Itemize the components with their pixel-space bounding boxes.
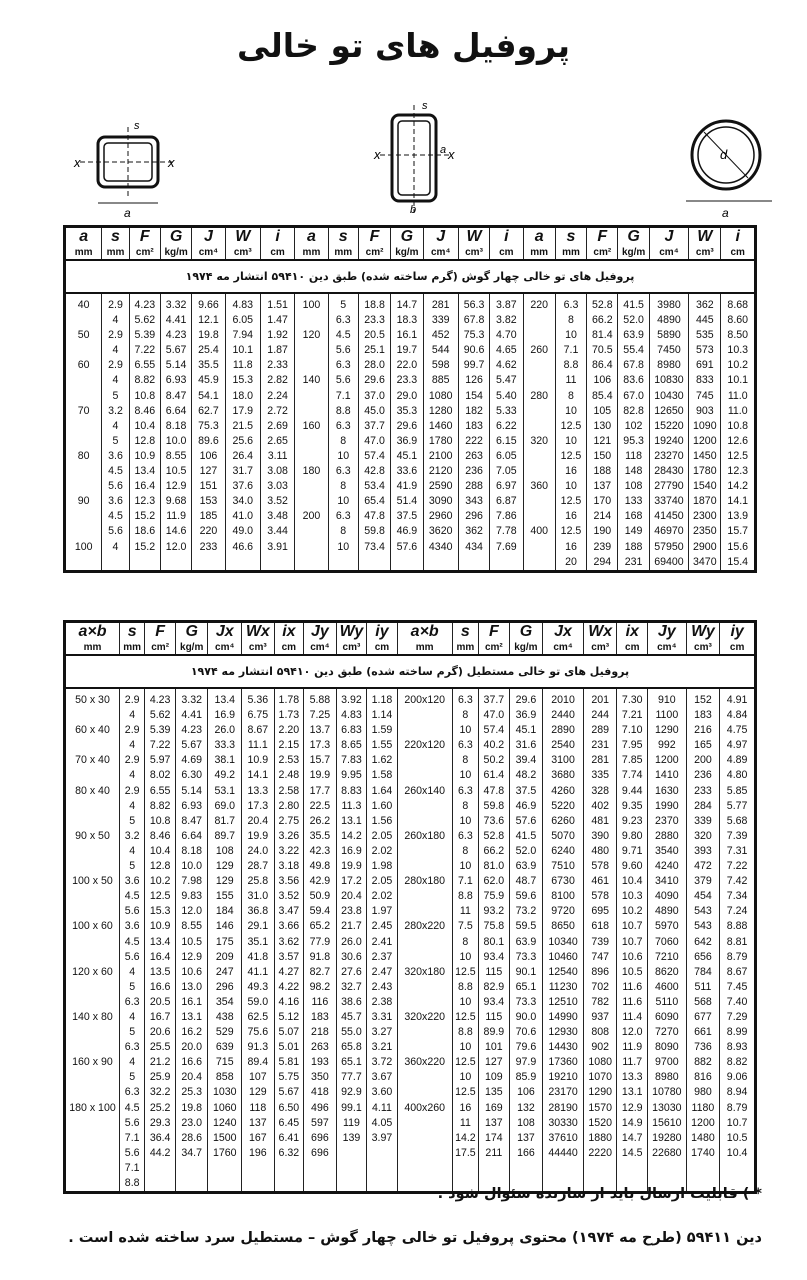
table2-header-11: s <box>452 622 478 642</box>
table1-header-20: i <box>721 227 756 247</box>
table1-col-a-g1: 100 120 140 160 180 200 <box>295 293 328 572</box>
table1-header-9: F <box>358 227 390 247</box>
svg-text:a: a <box>440 144 447 156</box>
table1-col-i-g0: 1.51 1.47 1.92 1.87 2.33 2.82 2.24 2.72 2.69 2.65 3.11 3.08 3.03 3.52 3.48 3.44 3.91 <box>260 293 294 572</box>
table1-unit-15: mm <box>555 246 586 260</box>
table2-header-2: F <box>145 622 176 642</box>
table1-header-10: G <box>391 227 423 247</box>
table2-col-ab-g1: 200x120 220x120 260x140 260x180 280x180 280x220 320x180 320x220 360x220 400x260 <box>397 688 452 1193</box>
table1-unit-20: cm <box>721 246 756 260</box>
svg-text:s: s <box>134 120 140 132</box>
table1-unit-11: cm⁴ <box>423 246 458 260</box>
footnote-2: دین ۵۹۴۱۱ (طرح مه ۱۹۷۴) محتوی پروفیل تو خالی چهار گوش – مستطیل سرد ساخته شده است . <box>68 1230 762 1246</box>
table2-unit-8: cm³ <box>336 641 367 655</box>
table1-header-11: J <box>423 227 458 247</box>
table2-header-15: Wx <box>583 622 617 642</box>
table1-unit-1: mm <box>102 246 129 260</box>
square-profiles-table <box>63 225 757 573</box>
table2-col-G-g0: 3.32 4.41 4.23 5.67 4.69 6.30 5.14 6.93 8.47 6.64 8.18 10.0 7.98 9.83 12.0 8.55 10.5 12.9 10.6 13.0 16.1 13.1 16.2 20.0 16.6 20.4 25.3 19.8 23.0 28.6 34.7 <box>175 688 208 1193</box>
table2-unit-2: cm² <box>145 641 176 655</box>
table1-col-J-g2: 3980 4890 5890 7450 8980 10830 10430 12650 15220 19240 23270 28430 27790 33740 41450 46970 57950 69400 <box>649 293 688 572</box>
table2-unit-5: cm³ <box>242 641 275 655</box>
table1-col-G-g0: 3.32 4.41 4.23 5.67 5.14 6.93 8.47 6.64 8.18 10.0 8.55 10.5 12.9 9.68 11.9 14.6 12.0 <box>160 293 191 572</box>
table1-col-W-g2: 362 445 535 573 691 833 745 903 1090 1200 1450 1780 1540 1870 2300 2350 2900 3470 <box>689 293 721 572</box>
table2-header-17: Jy <box>648 622 687 642</box>
page-title: پروفیل های تو خالی <box>237 26 570 65</box>
table2-header-9: iy <box>367 622 398 642</box>
table1-unit-18: cm⁴ <box>649 246 688 260</box>
table1-header-14: a <box>523 227 555 247</box>
table2-col-iy-g1: 4.91 4.84 4.75 4.97 4.89 4.80 5.85 5.77 5.68 7.39 7.31 7.22 7.42 7.34 7.24 8.88 8.81 8.79 8.67 7.45 7.40 7.29 8.99 8.93 8.82 9.06 8.94 8.79 10.7 10.5 10.4 <box>720 688 756 1193</box>
table1-unit-19: cm³ <box>689 246 721 260</box>
table2-col-F-g0: 4.23 5.62 5.39 7.22 5.97 8.02 6.55 8.82 10.8 8.46 10.4 12.8 10.2 12.5 15.3 10.9 13.4 16.4 13.5 16.6 20.5 16.7 20.6 25.5 21.2 25.9 32.2 25.2 29.3 36.4 44.2 <box>145 688 176 1193</box>
table1-header-7: a <box>295 227 328 247</box>
table2-unit-17: cm⁴ <box>648 641 687 655</box>
table1-header-17: G <box>618 227 649 247</box>
svg-text:s: s <box>422 100 428 112</box>
table1-col-F-g1: 18.8 23.3 20.5 25.1 28.0 29.6 37.0 45.0 37.7 47.0 57.4 42.8 53.4 65.4 47.8 59.8 73.4 <box>358 293 390 572</box>
table2-col-Jy-g1: 910 1100 1290 992 1200 1410 1630 1990 2370 2880 3540 4240 3410 4090 4890 5970 7060 7210 8620 4600 5110 6090 7270 8090 9700 8980 10780 13030 15610 19280 22680 <box>648 688 687 1193</box>
table1-header-2: F <box>129 227 160 247</box>
table2-header-10: a×b <box>397 622 452 642</box>
table2-unit-18: cm³ <box>686 641 720 655</box>
svg-text:x: x <box>168 155 175 170</box>
table2-col-ab-g0: 50 x 30 60 x 40 70 x 40 80 x 40 90 x 50 100 x 50 100 x 60 120 x 60 140 x 80 160 x 90 180 x 100 <box>65 688 120 1193</box>
table2-unit-10: mm <box>397 641 452 655</box>
table2-header-19: iy <box>720 622 756 642</box>
table1-col-J-g0: 9.66 12.1 19.8 25.4 35.5 45.9 54.1 62.7 75.3 89.6 106 127 151 153 185 220 233 <box>192 293 225 572</box>
svg-text:x: x <box>374 147 381 162</box>
table2-header-4: Jx <box>208 622 242 642</box>
table2-header-3: G <box>175 622 208 642</box>
table1-header-13: i <box>490 227 523 247</box>
table2-caption: پروفیل های تو خالی مستطیل (گرم ساخته شده) طبق دین ۵۹۴۱۰ انتشار مه ۱۹۷۴ <box>65 655 756 688</box>
table1-col-G-g1: 14.7 18.3 16.1 19.7 22.0 23.3 29.0 35.3 29.6 36.9 45.1 33.6 41.9 51.4 37.5 46.9 57.6 <box>391 293 423 572</box>
table1-unit-9: cm² <box>358 246 390 260</box>
table1-header-4: J <box>192 227 225 247</box>
table1-unit-0: mm <box>65 246 102 260</box>
table1-unit-2: cm² <box>129 246 160 260</box>
table1-header-12: W <box>458 227 489 247</box>
table1-unit-12: cm³ <box>458 246 489 260</box>
table2-unit-4: cm⁴ <box>208 641 242 655</box>
table2-header-symbols <box>65 622 756 642</box>
table2-col-Jx-g1: 2010 2440 2890 2540 3100 3680 4260 5220 6260 5070 6240 7510 6730 8100 9720 8650 10340 10460 12540 11230 12510 14990 12930 14430 17360 19210 23170 28190 30330 37610 44440 <box>543 688 584 1193</box>
table2-unit-1: mm <box>119 641 144 655</box>
table2-header-8: Wy <box>336 622 367 642</box>
rectangular-profiles-table <box>63 620 757 1194</box>
table1-unit-7: mm <box>295 246 328 260</box>
table2-body <box>65 688 756 1193</box>
table1-unit-4: cm⁴ <box>192 246 225 260</box>
table2-header-16: ix <box>617 622 648 642</box>
table2-header-13: G <box>509 622 543 642</box>
rect-section-figure <box>360 95 470 225</box>
table2-col-iy-g0: 1.18 1.14 1.59 1.55 1.62 1.58 1.64 1.60 1.56 2.05 2.02 1.98 2.05 2.02 1.97 2.45 2.41 2.37 2.47 2.43 2.38 3.31 3.27 3.21 3.72 3.67 3.60 4.11 4.05 3.97 <box>367 688 398 1193</box>
table2-col-Jy-g0: 5.88 7.25 13.7 17.3 15.7 19.9 17.7 22.5 26.2 35.5 42.3 49.8 42.9 50.9 59.4 65.2 77.9 91.8 82.7 98.2 116 183 218 263 193 350 418 496 597 696 696 <box>304 688 337 1193</box>
table2-header-units <box>65 641 756 655</box>
table1-unit-5: cm³ <box>225 246 260 260</box>
table1-header-16: F <box>587 227 618 247</box>
table2-unit-0: mm <box>65 641 120 655</box>
table1-header-8: s <box>328 227 358 247</box>
table1-unit-6: cm <box>260 246 294 260</box>
table2-col-s-g0: 2.9 4 2.9 4 2.9 4 2.9 4 5 3.2 4 5 3.6 4.5 5.6 3.6 4.5 5.6 4 5 6.3 4 5 6.3 4 5 6.3 4.5 5.6 7.1 5.6 7.1 8.8 <box>119 688 144 1193</box>
footnote-1: * ) قابلیت ارسال باید از سازنده سئوال شود . <box>437 1186 762 1202</box>
table2-col-Wx-g1: 201 244 289 231 281 335 328 402 481 390 480 578 461 578 695 618 739 747 896 702 782 937 808 902 1080 1070 1290 1570 1520 1880 2220 <box>583 688 617 1193</box>
table1-col-G-g2: 41.5 52.0 63.9 55.4 67.8 83.6 67.0 82.8 102 95.3 118 148 108 133 168 149 188 231 <box>618 293 649 572</box>
table1-header-6: i <box>260 227 294 247</box>
table1-header-symbols <box>65 227 756 247</box>
table2-header-0: a×b <box>65 622 120 642</box>
table2-header-7: Jy <box>304 622 337 642</box>
table2-header-18: Wy <box>686 622 720 642</box>
svg-text:b: b <box>410 204 417 216</box>
table2-col-ix-g1: 7.30 7.21 7.10 7.95 7.85 7.74 9.44 9.35 9.23 9.80 9.71 9.60 10.4 10.3 10.2 10.7 10.7 10.6 10.5 11.6 11.6 11.4 12.0 11.9 11.7 13.3 13.1 12.9 14.9 14.7 14.5 <box>617 688 648 1193</box>
svg-text:a: a <box>124 206 131 220</box>
table2-col-Jx-g0: 13.4 16.9 26.0 33.3 38.1 49.2 53.1 69.0 81.7 89.7 108 129 129 155 184 146 175 209 247 296 354 438 529 639 715 858 1030 1060 1240 1500 1760 <box>208 688 242 1193</box>
table1-col-J-g1: 281 339 452 544 598 885 1080 1280 1460 1780 2100 2120 2590 3090 2960 3620 4340 <box>423 293 458 572</box>
table2-col-F-g1: 37.7 47.0 57.4 40.2 50.2 61.4 47.8 59.8 73.6 52.8 66.2 81.0 62.0 75.9 93.2 75.8 80.1 93.4 115 82.9 93.4 115 89.9 101 127 109 135 169 137 174 211 <box>479 688 510 1193</box>
table2-unit-12: cm² <box>479 641 510 655</box>
table1-unit-16: cm² <box>587 246 618 260</box>
table1-header-15: s <box>555 227 586 247</box>
table2-header-1: s <box>119 622 144 642</box>
table2-col-Wx-g0: 5.36 6.75 8.67 11.1 10.9 14.1 13.3 17.3 20.4 19.9 24.0 28.7 25.8 31.0 36.8 29.1 35.1 41.8 41.1 49.3 59.0 62.5 75.6 91.3 89.4 107 129 118 137 167 196 <box>242 688 275 1193</box>
table1-unit-13: cm <box>490 246 523 260</box>
svg-text:d: d <box>720 147 728 162</box>
table2-unit-15: cm³ <box>583 641 617 655</box>
table2-col-G-g1: 29.6 36.9 45.1 31.6 39.4 48.2 37.5 46.9 57.6 41.5 52.0 63.9 48.7 59.6 73.2 59.5 63.9 73.3 90.1 65.1 73.3 90.0 70.6 79.6 97.9 85.9 106 132 108 137 166 <box>509 688 543 1193</box>
table1-unit-8: mm <box>328 246 358 260</box>
table2-unit-14: cm⁴ <box>543 641 584 655</box>
table1-col-F-g0: 4.23 5.62 5.39 7.22 6.55 8.82 10.8 8.46 10.4 12.8 10.9 13.4 16.4 12.3 15.2 18.6 15.2 <box>129 293 160 572</box>
table2-header-12: F <box>479 622 510 642</box>
table1-col-i-g1: 3.87 3.82 4.70 4.65 4.62 5.47 5.40 5.33 6.22 6.15 6.05 7.05 6.97 6.87 7.86 7.78 7.69 <box>490 293 523 572</box>
table1-col-s-g0: 2.9 4 2.9 4 2.9 4 5 3.2 4 5 3.6 4.5 5.6 3.6 4.5 5.6 4 <box>102 293 129 572</box>
table2-col-Wy-g0: 3.92 4.83 6.83 8.65 7.83 9.95 8.83 11.3 13.1 14.2 16.9 19.9 17.2 20.4 23.8 21.7 26.0 30.6 27.6 32.7 38.6 45.7 55.0 65.8 65.1 77.7 92.9 99.1 119 139 <box>336 688 367 1193</box>
table2-unit-16: cm <box>617 641 648 655</box>
svg-text:x: x <box>448 147 455 162</box>
svg-text:a: a <box>722 206 729 220</box>
table1-caption: پروفیل های تو خالی چهار گوش (گرم ساخته شده) طبق دین ۵۹۴۱۰ انتشار مه ۱۹۷۴ <box>65 260 756 293</box>
square-section-figure <box>70 95 190 225</box>
table1-unit-17: kg/m <box>618 246 649 260</box>
table1-header-1: s <box>102 227 129 247</box>
table1-unit-10: kg/m <box>391 246 423 260</box>
table1-body <box>65 293 756 572</box>
axis-x-label: x <box>74 155 81 170</box>
table1-header-units <box>65 246 756 260</box>
table2-header-14: Jx <box>543 622 584 642</box>
table1-col-W-g1: 56.3 67.8 75.3 90.6 99.7 126 154 182 183 222 263 236 288 343 296 362 434 <box>458 293 489 572</box>
table1-header-18: J <box>649 227 688 247</box>
table2-unit-3: kg/m <box>175 641 208 655</box>
table1-col-s-g2: 6.3 8 10 7.1 8.8 11 8 10 12.5 10 12.5 16 10 12.5 16 12.5 16 20 <box>555 293 586 572</box>
table2-unit-6: cm <box>274 641 304 655</box>
table1-col-a-g0: 40 50 60 70 80 90 100 <box>65 293 102 572</box>
table2-unit-13: kg/m <box>509 641 543 655</box>
table1-col-F-g2: 52.8 66.2 81.4 70.5 86.4 106 85.4 105 130 121 150 188 137 170 214 190 239 294 <box>587 293 618 572</box>
table1-header-3: G <box>160 227 191 247</box>
table2-header-5: Wx <box>242 622 275 642</box>
table1-header-19: W <box>689 227 721 247</box>
table1-unit-14: mm <box>523 246 555 260</box>
table1-col-s-g1: 5 6.3 4.5 5.6 6.3 5.6 7.1 8.8 6.3 8 10 6.3 8 10 6.3 8 10 <box>328 293 358 572</box>
table2-col-Wy-g1: 152 183 216 165 200 236 233 284 339 320 393 472 379 454 543 543 642 656 784 511 568 677 661 736 882 816 980 1180 1200 1480 1740 <box>686 688 720 1193</box>
table2-header-6: ix <box>274 622 304 642</box>
table2-col-s-g1: 6.3 8 10 6.3 8 10 6.3 8 10 6.3 8 10 7.1 8.8 11 7.5 8 10 12.5 8.8 10 12.5 8.8 10 12.5 10 12.5 16 11 14.2 17.5 <box>452 688 478 1193</box>
table2-unit-19: cm <box>720 641 756 655</box>
table1-unit-3: kg/m <box>160 246 191 260</box>
table1-col-W-g0: 4.83 6.05 7.94 10.1 11.8 15.3 18.0 17.9 21.5 25.6 26.4 31.7 37.6 34.0 41.0 49.0 46.6 <box>225 293 260 572</box>
table1-col-a-g2: 220 260 280 320 360 400 <box>523 293 555 572</box>
table2-unit-11: mm <box>452 641 478 655</box>
table2-unit-7: cm⁴ <box>304 641 337 655</box>
table1-header-0: a <box>65 227 102 247</box>
round-section-figure <box>680 95 780 220</box>
table1-header-5: W <box>225 227 260 247</box>
table2-unit-9: cm <box>367 641 398 655</box>
table1-col-i-g2: 8.68 8.60 8.50 10.3 10.2 10.1 11.0 11.0 10.8 12.6 12.5 12.3 14.2 14.1 13.9 15.7 15.6 15.4 <box>721 293 756 572</box>
table2-col-ix-g0: 1.78 1.73 2.20 2.15 2.53 2.48 2.58 2.80 2.75 3.26 3.22 3.18 3.56 3.52 3.47 3.66 3.62 3.57 4.27 4.22 4.16 5.12 5.07 5.01 5.81 5.75 5.67 6.50 6.45 6.41 6.32 <box>274 688 304 1193</box>
